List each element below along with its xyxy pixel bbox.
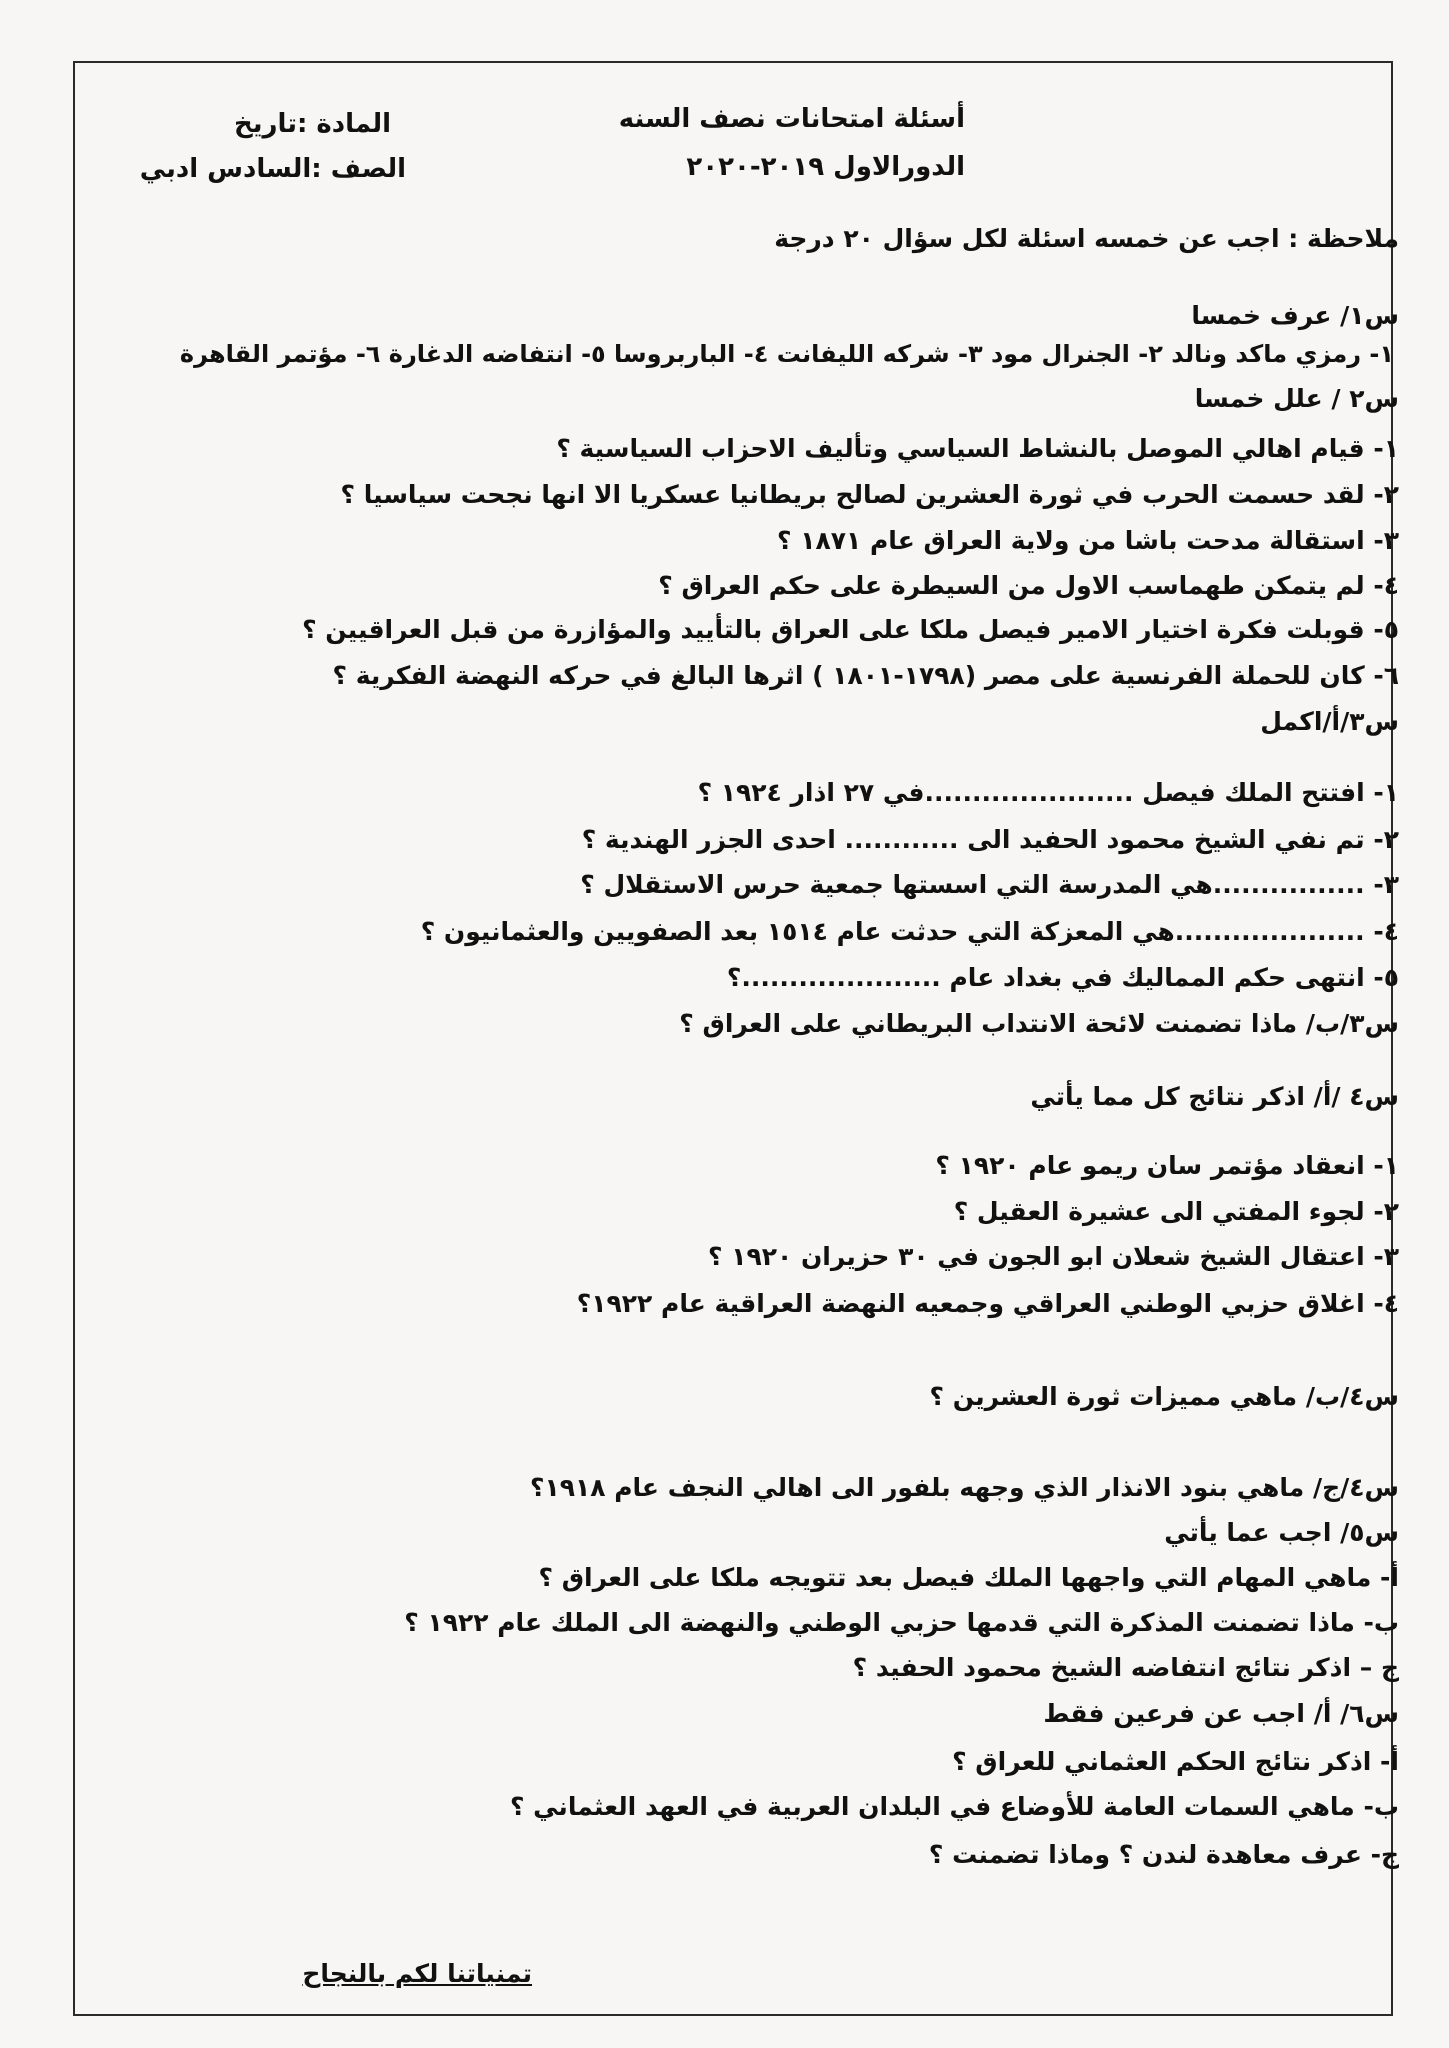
closing-wish: تمنياتنا لكم بالنجاح: [302, 1959, 532, 1988]
q5-title: س٥/ اجب عما يأتي: [1164, 1518, 1399, 1547]
q3a-item: ٤- ....................هي المعزكة التي حدثت عام ١٥١٤ بعد الصفويين والعثمانيون ؟: [420, 917, 1399, 946]
q6-item: أ- اذكر نتائج الحكم العثماني للعراق ؟: [952, 1747, 1399, 1776]
exam-session: الدورالاول ٢٠١٩-٢٠٢٠: [686, 152, 965, 182]
q4c-question: س٤/ج/ ماهي بنود الانذار الذي وجهه بلفور الى اهالي النجف عام ١٩١٨؟: [529, 1473, 1399, 1502]
q6-item: ب- ماهي السمات العامة للأوضاع في البلدان العربية في العهد العثماني ؟: [509, 1792, 1399, 1821]
q4a-item: ٢- لجوء المفتي الى عشيرة العقيل ؟: [953, 1197, 1399, 1226]
q4a-item: ١- انعقاد مؤتمر سان ريمو عام ١٩٢٠ ؟: [935, 1151, 1399, 1180]
q4a-title: س٤ /أ/ اذكر نتائج كل مما يأتي: [1030, 1082, 1399, 1111]
q2-item: ٥- قوبلت فكرة اختيار الامير فيصل ملكا على العراق بالتأييد والمؤازرة من قبل العراقيين ؟: [302, 615, 1399, 644]
q2-item: ٦- كان للحملة الفرنسية على مصر (١٧٩٨-١٨٠١ ) اثرها البالغ في حركه النهضة الفكرية ؟: [332, 661, 1399, 690]
q3a-item: ١- افتتح الملك فيصل ......................في ٢٧ اذار ١٩٢٤ ؟: [697, 778, 1399, 807]
q2-item: ٣- استقالة مدحت باشا من ولاية العراق عام ١٨٧١ ؟: [777, 526, 1399, 555]
q1-title: س١/ عرف خمسا: [1191, 301, 1399, 330]
q5-item: ج – اذكر نتائج انتفاضه الشيخ محمود الحفيد ؟: [852, 1653, 1399, 1682]
q5-item: أ- ماهي المهام التي واجهها الملك فيصل بعد تتويجه ملكا على العراق ؟: [538, 1563, 1399, 1592]
q3b-question: س٣/ب/ ماذا تضمنت لائحة الانتداب البريطاني على العراق ؟: [679, 1009, 1399, 1038]
q3a-title: س٣/أ/اكمل: [1260, 707, 1399, 736]
q4b-question: س٤/ب/ ماهي مميزات ثورة العشرين ؟: [929, 1382, 1399, 1411]
q3a-item: ٢- تم نفي الشيخ محمود الحفيد الى ............ احدى الجزر الهندية ؟: [581, 825, 1399, 854]
q5-item: ب- ماذا تضمنت المذكرة التي قدمها حزبي الوطني والنهضة الى الملك عام ١٩٢٢ ؟: [404, 1608, 1399, 1637]
q4a-item: ٣- اعتقال الشيخ شعلان ابو الجون في ٣٠ حزيران ١٩٢٠ ؟: [707, 1242, 1399, 1271]
q1-items: ١- رمزي ماكد ونالد ٢- الجنرال مود ٣- شركه الليفانت ٤- الباربروسا ٥- انتفاضه الدغارة ٦- مؤتمر القاهرة: [179, 340, 1394, 368]
q3a-item: ٥- انتهى حكم المماليك في بغداد عام .....................؟: [726, 963, 1399, 992]
q6-title: س٦/ أ/ اجب عن فرعين فقط: [1043, 1699, 1399, 1728]
q2-item: ١- قيام اهالي الموصل بالنشاط السياسي وتأليف الاحزاب السياسية ؟: [556, 434, 1399, 463]
exam-title: أسئلة امتحانات نصف السنه: [618, 104, 965, 134]
grade-label: الصف :السادس ادبي: [139, 154, 406, 184]
q2-item: ٤- لم يتمكن طهماسب الاول من السيطرة على حكم العراق ؟: [658, 571, 1399, 600]
instructions-note: ملاحظة : اجب عن خمسه اسئلة لكل سؤال ٢٠ درجة: [774, 224, 1399, 253]
q2-item: ٢- لقد حسمت الحرب في ثورة العشرين لصالح بريطانيا عسكريا الا انها نجحت سياسيا ؟: [340, 480, 1399, 509]
q2-title: س٢ / علل خمسا: [1194, 384, 1399, 413]
q6-item: ج- عرف معاهدة لندن ؟ وماذا تضمنت ؟: [928, 1840, 1399, 1869]
subject-label: المادة :تاريخ: [233, 109, 391, 139]
q4a-item: ٤- اغلاق حزبي الوطني العراقي وجمعيه النهضة العراقية عام ١٩٢٢؟: [576, 1289, 1399, 1318]
q3a-item: ٣- ................هي المدرسة التي اسستها جمعية حرس الاستقلال ؟: [580, 870, 1399, 899]
